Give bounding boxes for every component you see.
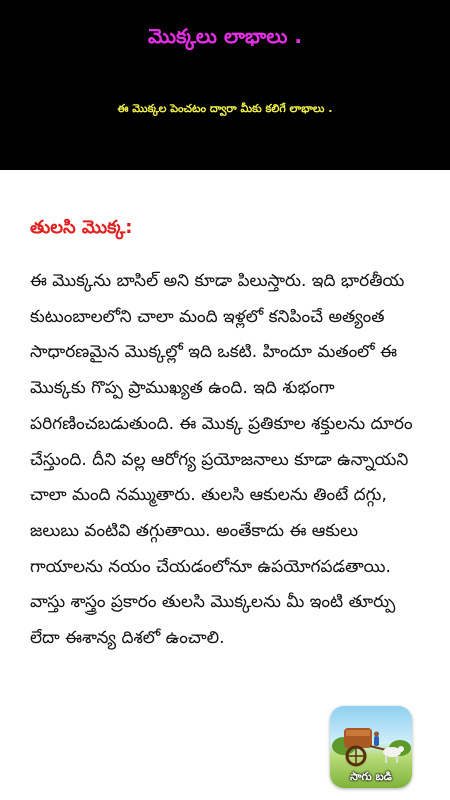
page-title: మొక్కలు లాభాలు . bbox=[148, 24, 302, 48]
app-logo-label: సాగు బడి bbox=[350, 770, 392, 783]
section-heading: తులసి మొక్క: bbox=[30, 217, 133, 238]
header-banner bbox=[0, 0, 450, 170]
article-body: ఈ మొక్కను బాసిల్ అని కూడా పిలుస్తారు. ఇది భారతీయ కుటుంబాలలోని చాలా మంది ఇళ్లలో కనిపించే అత్యంత సాధారణమైన మొక్కల్లో ఇది ఒకటి. హిందూ మతంలో ఈ మొక్కకు గొప్ప ప్రాముఖ్యత ఉంది. ఇది శుభంగా పరిగణించబడుతుంది. ఈ మొక్క ప్రతికూల శక్తులను దూరం చేస్తుంది. దీని వల్ల ఆరోగ్య ప్రయోజనాలు కూడా ఉన్నాయని చాలా మంది నమ్ముతారు. తులసి ఆకులను తింటే దగ్గు, జలుబు వంటివి తగ్గుతాయి. అంతేకాదు ఈ ఆకులు గాయాలను నయం చేయడంలోనూ ఉపయోగపడతాయి. వాస్తు శాస్త్రం ప్రకారం తులసి మొక్కలను మీ ఇంటి తూర్పు లేదా ఈశాన్య దిశలో ఉంచాలి. bbox=[30, 271, 413, 649]
page-subtitle: ఈ మొక్కల పెంచటం ద్వారా మీకు కలిగే లాభాలు . bbox=[117, 102, 333, 115]
app-logo-button[interactable] bbox=[330, 706, 412, 788]
